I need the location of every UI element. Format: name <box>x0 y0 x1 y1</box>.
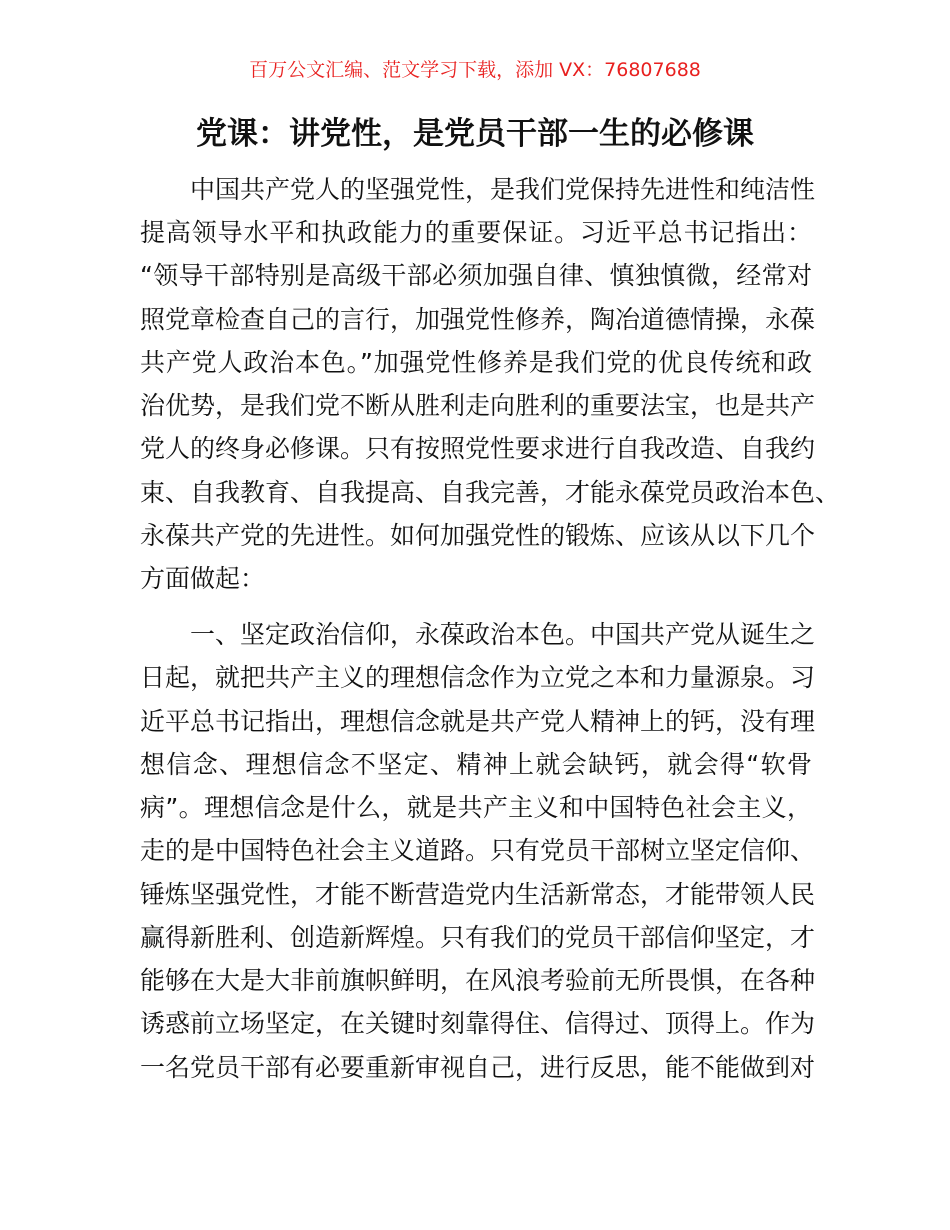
page-title: 党课：讲党性，是党员干部一生的必修课 <box>196 116 754 152</box>
paragraph-line: 束、自我教育、自我提高、自我完善，才能永葆党员政治本色、 <box>140 478 841 507</box>
paragraph-line: 诱惑前立场坚定，在关键时刻靠得住、信得过、顶得上。作为 <box>140 1009 816 1038</box>
paragraph-line: 党人的终身必修课。只有按照党性要求进行自我改造、自我约 <box>140 434 816 463</box>
paragraph-line: 方面做起： <box>140 564 266 593</box>
paragraph-line: 共产党人政治本色。”加强党性修养是我们党的优良传统和政 <box>140 348 812 377</box>
header-note: 百万公文汇编、范文学习下载，添加 VX：76807688 <box>249 59 701 81</box>
paragraph-line: 锤炼坚强党性，才能不断营造党内生活新常态，才能带领人民 <box>140 880 816 909</box>
paragraph-line: 照党章检查自己的言行，加强党性修养，陶冶道德情操，永葆 <box>140 305 816 334</box>
paragraph-line: 日起，就把共产主义的理想信念作为立党之本和力量源泉。习 <box>140 663 816 692</box>
paragraph-line: 走的是中国特色社会主义道路。只有党员干部树立坚定信仰、 <box>140 836 816 865</box>
paragraph-line: 近平总书记指出，理想信念就是共产党人精神上的钙，没有理 <box>140 707 816 736</box>
paragraph-line: 一名党员干部有必要重新审视自己，进行反思，能不能做到对 <box>140 1053 816 1082</box>
paragraph-line: 赢得新胜利、创造新辉煌。只有我们的党员干部信仰坚定，才 <box>140 923 816 952</box>
paragraph-line: 永葆共产党的先进性。如何加强党性的锻炼、应该从以下几个 <box>140 521 816 550</box>
paragraph-line: 病”。理想信念是什么，就是共产主义和中国特色社会主义， <box>140 793 812 822</box>
paragraph-line: 想信念、理想信念不坚定、精神上就会缺钙，就会得“软骨 <box>140 750 812 779</box>
paragraph-line: 治优势，是我们党不断从胜利走向胜利的重要法宝，也是共产 <box>140 391 816 420</box>
paragraph-line: 中国共产党人的坚强党性，是我们党保持先进性和纯洁性 <box>190 175 816 204</box>
paragraph-line: 提高领导水平和执政能力的重要保证。习近平总书记指出： <box>140 218 812 247</box>
paragraph-line: 一、坚定政治信仰，永葆政治本色。中国共产党从诞生之 <box>190 620 816 649</box>
paragraph-line: “领导干部特别是高级干部必须加强自律、慎独慎微，经常对 <box>140 261 812 290</box>
paragraph-line: 能够在大是大非前旗帜鲜明，在风浪考验前无所畏惧，在各种 <box>140 966 816 995</box>
